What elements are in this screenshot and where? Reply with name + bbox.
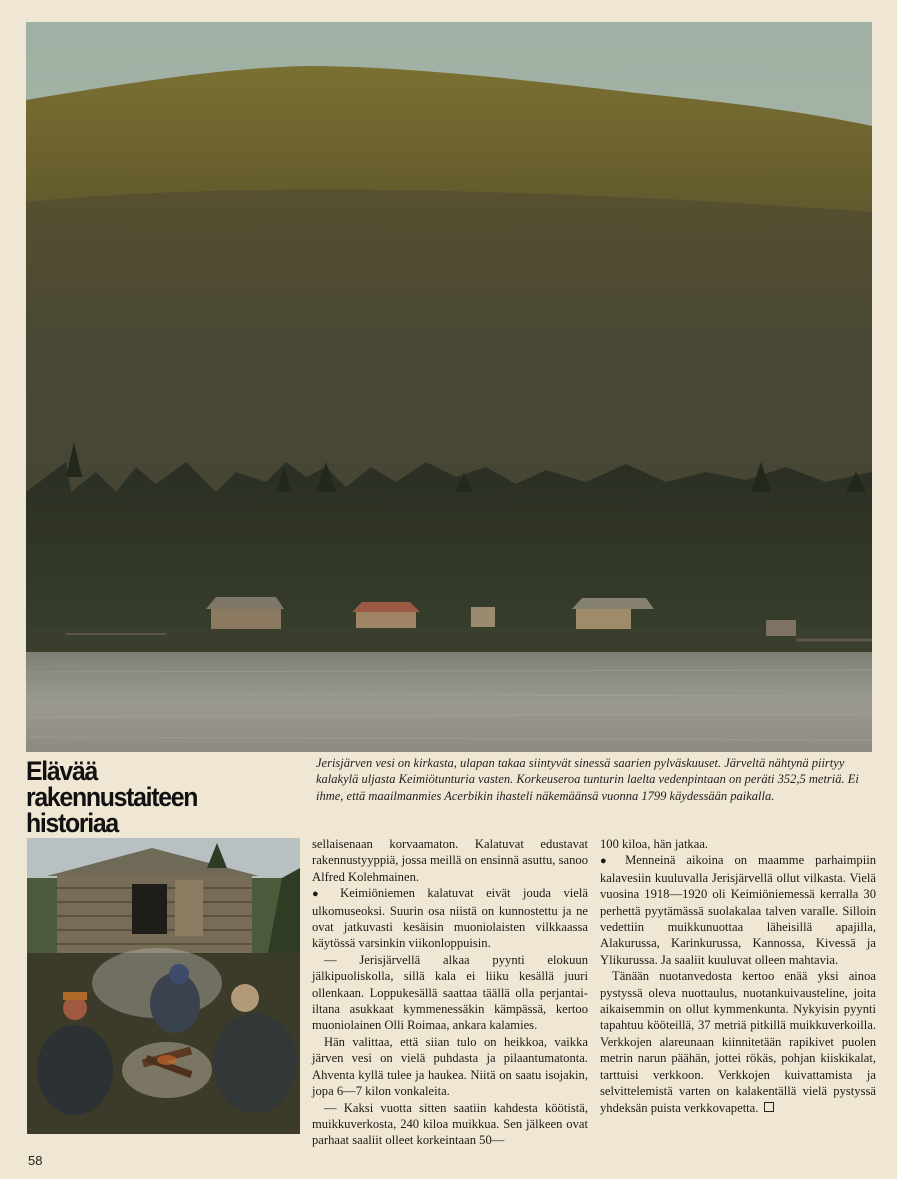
campfire bbox=[122, 1042, 212, 1098]
paragraph: — Kaksi vuotta sitten saatiin kahdesta köötistä, muikkuverkosta, 240 kiloa muikkua. Sen jälkeen ovat parhaat saaliit olleet korkeintaan 50— bbox=[312, 1100, 588, 1148]
page-number: 58 bbox=[28, 1153, 43, 1168]
paragraph-text: Tänään nuotanvedosta kertoo enää yksi ainoa pystyssä oleva nuottaulus, nuotankuivausteline, joita aikaisemmin on ollut kymmenkunta. Nykyisin pyynti tapahtuu kööteillä, 37 metriä pitkillä muikkuverkoilla. Verkkojen alareunaan kiinnitetään rapikivet puolen metrin narun päähän, jottei rökäs, pohjan kiiskikalat, tarttuisi verkkoon. Verkkojen kuivattamista ja selvittelemistä varten on kalakentällä vielä pystyssä yhdeksän puista verkkovapetta. bbox=[600, 969, 876, 1115]
article-headline bbox=[26, 758, 247, 836]
paragraph: ● Menneinä aikoina on maamme parhaimpiin kalavesiin kuuluvalla Jerisjärvellä ollut vilkasta. Vielä vuosina 1918—1920 oli Keimiöniemessä kerralla 30 perhettä pyytämässä suolakalaa talven varalle. Silloin vedettiin muikkunuottaa läheisillä apajilla, Alakurussa, Karinkurussa, Kannossa, Kivessä ja Ylikurussa. Ja saaliit kuuluvat olleen mahtavia. bbox=[600, 852, 876, 968]
paragraph: ● Keimiöniemen kalatuvat eivät jouda vielä ulkomuseoksi. Suurin osa niistä on kunnostettu ja ne ovat jatkuvasti kesäisin muoniolaisten vilkkaassa käytössä varsinkin viikonloppuisin. bbox=[312, 885, 588, 952]
hero-photo-illustration bbox=[26, 22, 872, 752]
campfire-photo-illustration bbox=[27, 838, 300, 1134]
paragraph: 100 kiloa, hän jatkaa. bbox=[600, 837, 709, 851]
article-column-2 bbox=[600, 836, 876, 1116]
paragraph: sellaisenaan korvaamaton. Kalatuvat edustavat rakennustyyppiä, jossa meillä on ensinnä asuttu, sanoo Alfred Kolehmainen. bbox=[312, 837, 588, 884]
paragraph: — Jerisjärvellä alkaa pyynti elokuun jälkipuoliskolla, sillä kala ei liiku kesällä juuri ollenkaan. Loppukesällä saattaa täällä olla perjantai-iltana asukkaat kymmenessäkin kämpässä, kertoo muoniolainen Olli Roimaa, ankara kalamies. bbox=[312, 952, 588, 1033]
photo-caption: Jerisjärven vesi on kirkasta, ulapan takaa siintyvät sinessä saarien pylväskuuset. Järveltä nähtynä piirtyy kalakylä uljasta Keimiötunturia vasten. Korkeuseroa tunturin laelta vedenpintaan on peräti 352,5 metriä. Ei ihme, että maailmanmies Acerbikin ihasteli näkemäänsä vuonna 1799 käydessään paikalla. bbox=[316, 756, 859, 803]
paragraph-last bbox=[600, 968, 876, 1116]
end-of-article-mark bbox=[764, 1102, 774, 1112]
campfire-cabin-photo bbox=[27, 838, 300, 1134]
headline-line-2: rakennustaiteen bbox=[26, 782, 198, 812]
article-column-1 bbox=[312, 836, 588, 1149]
headline-line-1: Elävää bbox=[26, 756, 98, 786]
headline-line-3: historiaa bbox=[26, 808, 118, 838]
paragraph: Hän valittaa, että siian tulo on heikkoa, vaikka järven vesi on vielä puhdasta ja pilaantumatonta. Ahventa kyllä tulee ja haukea. Niitä on saatu isojakin, jopa 6—7 kilon vonkaleita. bbox=[312, 1034, 588, 1099]
hero-photo-lake-village bbox=[26, 22, 872, 752]
